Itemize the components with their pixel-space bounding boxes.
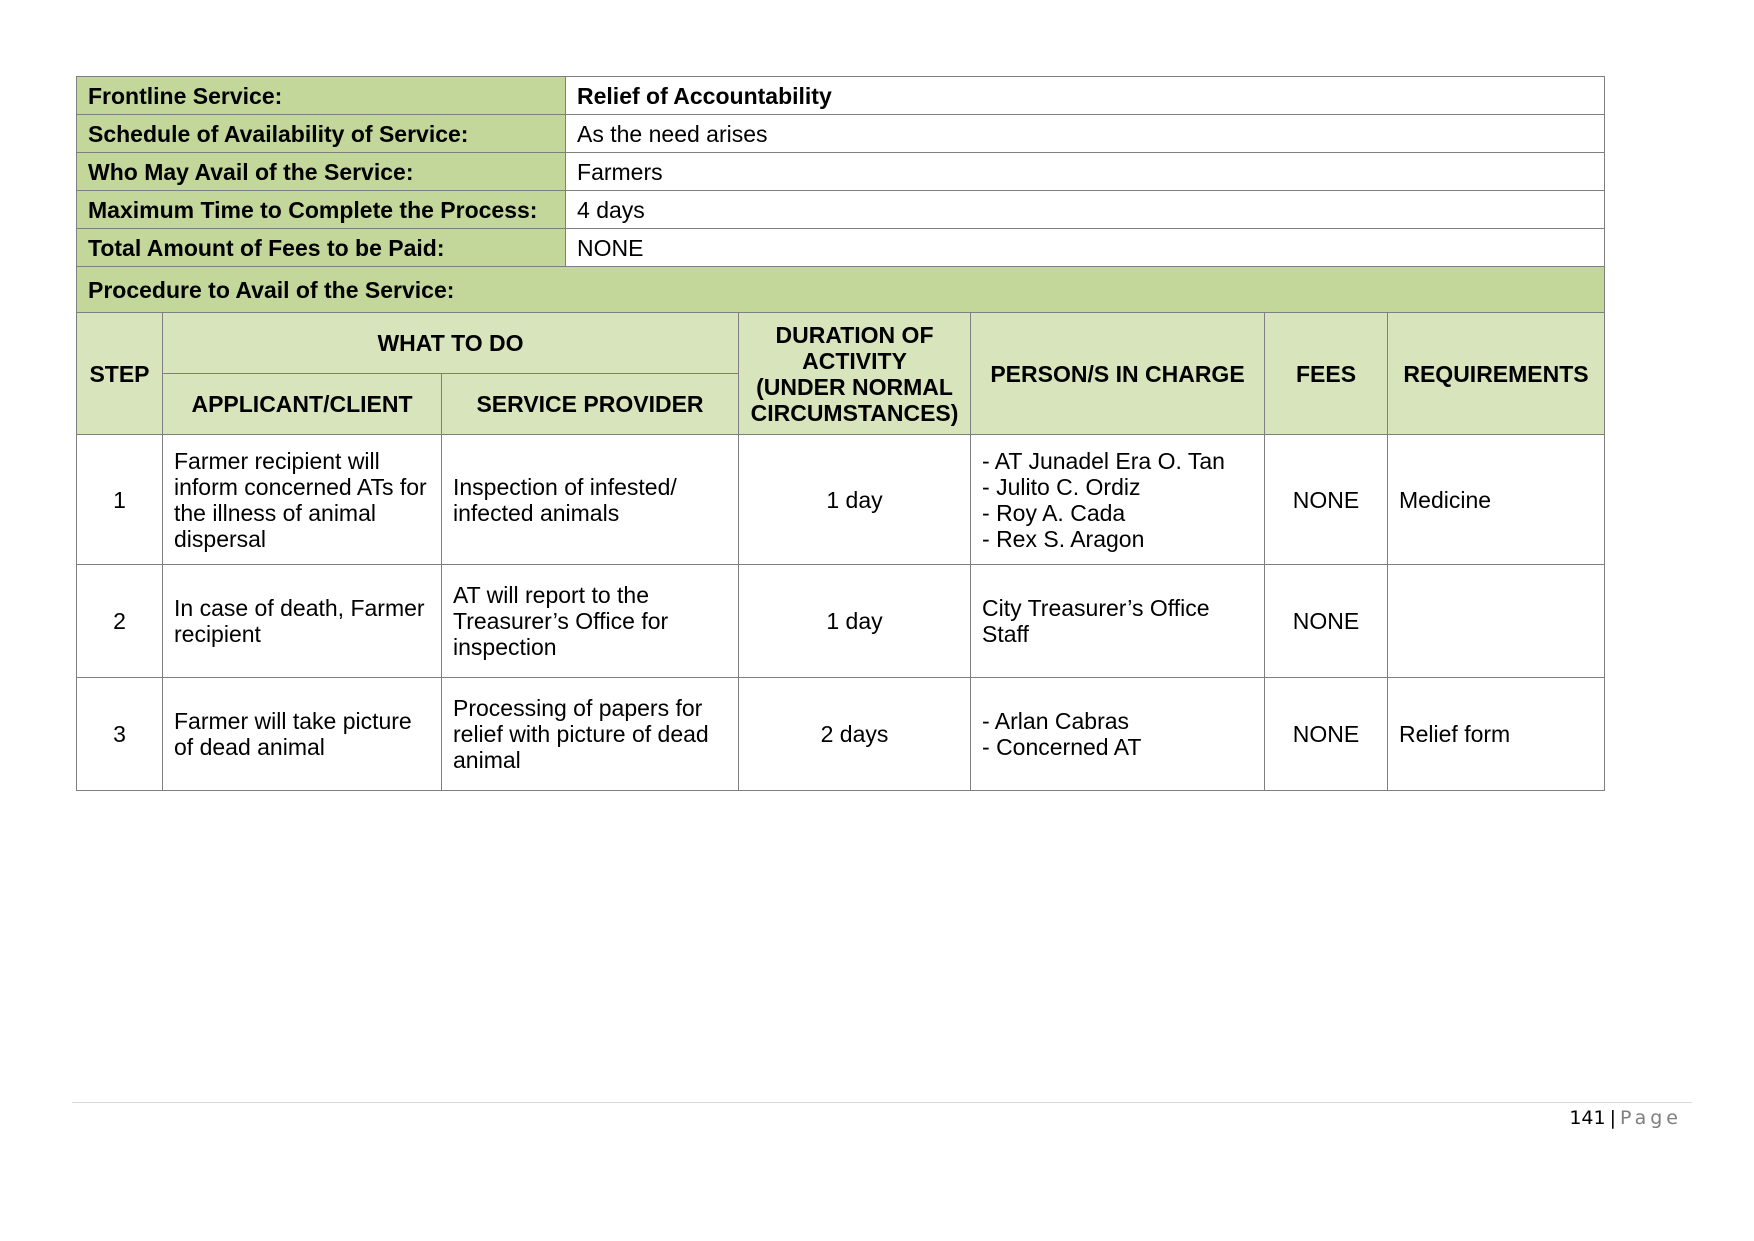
person-item: - AT Junadel Era O. Tan bbox=[982, 447, 1225, 474]
page-number: 141 bbox=[1569, 1107, 1606, 1129]
duration-header-line-2: ACTIVITY bbox=[802, 347, 907, 374]
requirements-cell bbox=[1388, 565, 1605, 678]
schedule-value: As the need arises bbox=[566, 115, 1605, 153]
person-item: - Concerned AT bbox=[982, 734, 1142, 760]
what-to-do-header: WHAT TO DO bbox=[163, 313, 739, 374]
step-number: 1 bbox=[77, 435, 163, 565]
applicant-cell: In case of death, Farmer recipient bbox=[163, 565, 442, 678]
requirements-cell: Medicine bbox=[1388, 435, 1605, 565]
provider-header: SERVICE PROVIDER bbox=[442, 374, 739, 435]
provider-cell: Processing of papers for relief with picture of dead animal bbox=[442, 678, 739, 791]
provider-cell: Inspection of infested/ infected animals bbox=[442, 435, 739, 565]
schedule-label: Schedule of Availability of Service: bbox=[77, 115, 566, 153]
person-item: City Treasurer’s Office Staff bbox=[982, 595, 1210, 647]
fees-cell: NONE bbox=[1265, 435, 1388, 565]
person-item: - Rex S. Aragon bbox=[982, 525, 1145, 552]
fees-cell: NONE bbox=[1265, 565, 1388, 678]
maxtime-label: Maximum Time to Complete the Process: bbox=[77, 191, 566, 229]
frontline-value: Relief of Accountability bbox=[566, 77, 1605, 115]
info-row-fees bbox=[77, 229, 1605, 267]
info-row-schedule bbox=[77, 115, 1605, 153]
info-row-maxtime bbox=[77, 191, 1605, 229]
person-cell bbox=[971, 435, 1265, 565]
page-word: Page bbox=[1620, 1107, 1682, 1129]
person-item: - Roy A. Cada bbox=[982, 499, 1126, 526]
who-value: Farmers bbox=[566, 153, 1605, 191]
applicant-header: APPLICANT/CLIENT bbox=[163, 374, 442, 435]
person-item: - Arlan Cabras bbox=[982, 708, 1130, 734]
applicant-cell: Farmer recipient will inform concerned ATs for the illness of animal dispersal bbox=[163, 435, 442, 565]
table-row bbox=[77, 565, 1605, 678]
duration-header-line-3: (UNDER NORMAL bbox=[756, 373, 953, 400]
provider-cell: AT will report to the Treasurer’s Office for inspection bbox=[442, 565, 739, 678]
duration-header-line-1: DURATION OF bbox=[775, 321, 934, 348]
step-number: 3 bbox=[77, 678, 163, 791]
applicant-cell: Farmer will take picture of dead animal bbox=[163, 678, 442, 791]
frontline-label: Frontline Service: bbox=[77, 77, 566, 115]
table-row bbox=[77, 435, 1605, 565]
info-row-frontline bbox=[77, 77, 1605, 115]
footer-separator: | bbox=[1609, 1107, 1616, 1129]
footer-divider bbox=[72, 1102, 1692, 1103]
step-header: STEP bbox=[77, 313, 163, 435]
column-header-row-1 bbox=[77, 313, 1605, 374]
person-header: PERSON/S IN CHARGE bbox=[971, 313, 1265, 435]
person-list bbox=[982, 595, 1253, 647]
duration-cell: 1 day bbox=[739, 565, 971, 678]
requirements-cell: Relief form bbox=[1388, 678, 1605, 791]
person-list bbox=[982, 708, 1253, 760]
person-item: - Julito C. Ordiz bbox=[982, 473, 1141, 500]
procedure-label: Procedure to Avail of the Service: bbox=[77, 267, 1605, 313]
table-row bbox=[77, 678, 1605, 791]
requirements-header: REQUIREMENTS bbox=[1388, 313, 1605, 435]
info-row-who bbox=[77, 153, 1605, 191]
procedure-row bbox=[77, 267, 1605, 313]
page-footer bbox=[1569, 1107, 1682, 1129]
person-cell bbox=[971, 678, 1265, 791]
maxtime-value: 4 days bbox=[566, 191, 1605, 229]
fees-label: Total Amount of Fees to be Paid: bbox=[77, 229, 566, 267]
duration-cell: 2 days bbox=[739, 678, 971, 791]
fees-value: NONE bbox=[566, 229, 1605, 267]
duration-cell: 1 day bbox=[739, 435, 971, 565]
fees-header: FEES bbox=[1265, 313, 1388, 435]
who-label: Who May Avail of the Service: bbox=[77, 153, 566, 191]
duration-header-line-4: CIRCUMSTANCES) bbox=[750, 399, 959, 426]
step-number: 2 bbox=[77, 565, 163, 678]
person-list bbox=[982, 448, 1253, 552]
citizen-charter-table bbox=[76, 76, 1605, 791]
duration-header bbox=[739, 313, 971, 435]
fees-cell: NONE bbox=[1265, 678, 1388, 791]
person-cell bbox=[971, 565, 1265, 678]
